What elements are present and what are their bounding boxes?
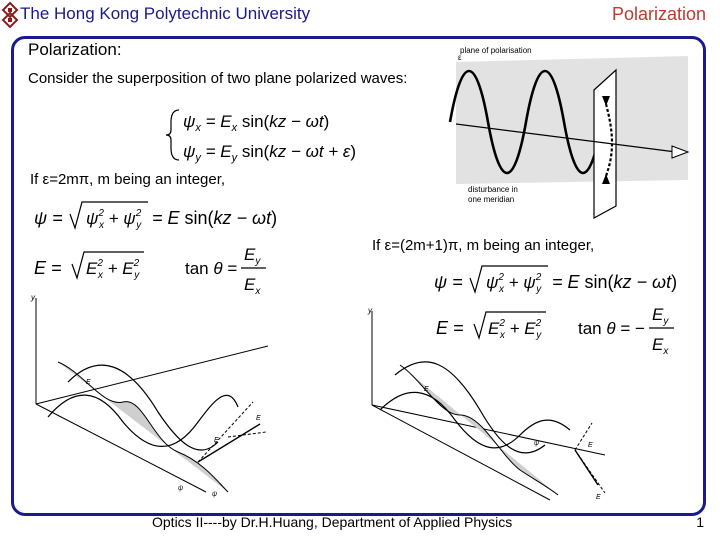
svg-text:Ex: $E_x$ (244, 275, 261, 297)
epsilon-label: ε (458, 53, 462, 62)
svg-text:ψ: ψ (212, 491, 218, 498)
university-name: The Hong Kong Polytechnic University (20, 4, 311, 23)
svg-text:ψ2x + ψ2y: $\psi^2$ $x + \psi^2$ y (86, 208, 142, 231)
svg-text:E: E (256, 415, 261, 422)
svg-text:E =: E = (34, 258, 62, 278)
superposition-equations (165, 104, 380, 166)
svg-text:ψ: ψ (534, 440, 540, 447)
disturbance-label-1: disturbance in (468, 185, 518, 194)
svg-text:ψ: ψ (178, 485, 184, 492)
slide-title: Polarization: (28, 40, 122, 59)
topic-heading: Polarization (611, 4, 706, 24)
university-logo-icon (0, 0, 20, 30)
svg-text:E: E (86, 379, 91, 386)
svg-text:y: y (31, 293, 35, 302)
svg-text:ψx = Ex sin(kz − ωt): $\psi_x = E_x$ sin(kz − ωt) (183, 112, 330, 134)
svg-text:E: E (424, 386, 429, 393)
svg-text:E2x + E2y: $E^2$ $x + E^2$ y (488, 318, 542, 341)
svg-text:ψ =: ψ = (434, 272, 463, 292)
svg-text:= E sin(kz − ωt): = E sin(kz − ωt) (552, 272, 678, 292)
intro-text: Consider the superposition of two plane polarized waves: (28, 70, 408, 87)
svg-text:tan θ = −: tan θ = − (578, 319, 645, 338)
svg-text:E: E (588, 442, 593, 449)
plane-label: plane of polarisation (460, 46, 532, 55)
plane-of-polarisation-figure (438, 44, 698, 220)
case-even-text: If ε=2mπ, m being an integer, (30, 171, 226, 188)
page-number: 1 (696, 514, 704, 530)
even-case-equations (30, 198, 280, 298)
svg-text:ψ2x + ψ2y: $\psi^2$ $x + \psi^2$ y (486, 272, 542, 295)
svg-text:y: y (368, 306, 372, 315)
svg-text:E: E (214, 437, 219, 444)
footer-credit: Optics II----by Dr.H.Huang, Department of Applied Physics (152, 514, 513, 530)
svg-text:ψ =: ψ = (34, 208, 63, 228)
svg-text:tan θ =: tan θ = (185, 259, 238, 278)
svg-text:E2x + E2y: $E^2$ $x + E^2$ y (86, 258, 140, 281)
linear-polarization-figure-even (28, 292, 276, 502)
svg-text:Ey: $E_y$ (652, 305, 669, 327)
svg-text:E: E (596, 494, 601, 501)
svg-text:E =: E = (436, 318, 464, 338)
case-odd-text: If ε=(2m+1)π, m being an integer, (372, 237, 595, 254)
svg-text:Ex: $E_x$ (652, 335, 669, 357)
svg-text:Ey: $E_y$ (244, 245, 261, 267)
disturbance-label-2: one meridian (468, 195, 515, 204)
svg-text:ψy = Ey sin(kz − ωt + ε): $\psi_y = E_y$ sin(kz − ωt + ε) (183, 142, 357, 164)
linear-polarization-figure-odd (360, 305, 610, 505)
svg-text:= E sin(kz − ωt): = E sin(kz − ωt) (152, 208, 278, 228)
